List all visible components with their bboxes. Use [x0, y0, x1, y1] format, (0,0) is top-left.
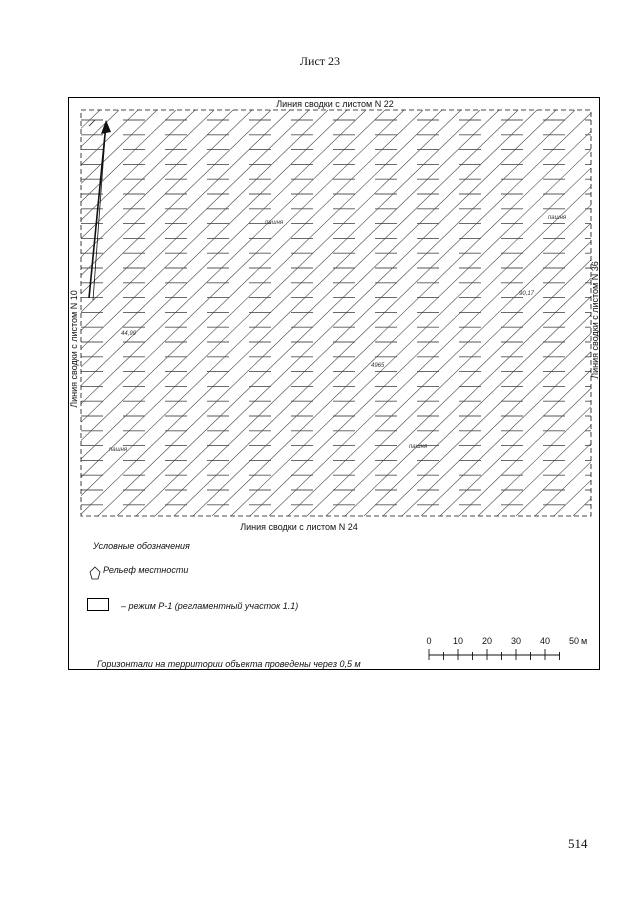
legend-title: Условные обозначения — [93, 541, 190, 551]
sheet-title: Лист 23 — [299, 54, 341, 68]
plot-hatching — [69, 110, 601, 516]
hatch-line — [193, 110, 601, 516]
hatch-line — [174, 110, 594, 516]
north-arrow-shaft — [93, 124, 106, 300]
hatch-line — [497, 110, 601, 516]
hatch-line — [136, 110, 556, 516]
hatch-line — [69, 110, 404, 516]
edge-label-right: Линия сводки с листом N 36 — [590, 261, 600, 379]
scale-tick-label: 50 — [568, 636, 580, 646]
map-canvas — [69, 98, 601, 671]
scale-bar — [423, 648, 563, 662]
scale-unit: м — [581, 636, 588, 646]
hatch-line — [69, 110, 366, 516]
relief-icon — [89, 566, 101, 580]
hatch-line — [440, 110, 601, 516]
hatch-line — [69, 110, 480, 516]
legend-regime-label: – режим Р-1 (регламентный участок 1.1) — [121, 601, 299, 611]
scale-tick-label: 40 — [539, 636, 551, 646]
hatch-line — [478, 110, 601, 516]
hatch-line — [69, 110, 138, 516]
contour-footnote: Горизонтали на территории объекта проведены через 0,5 м — [97, 659, 361, 669]
land-label-pashnya: пашня — [409, 444, 428, 450]
hatch-line — [79, 110, 499, 516]
hatch-line — [288, 110, 601, 516]
hatch-line — [69, 110, 195, 516]
legend-relief-label: Рельеф местности — [103, 565, 189, 575]
elevation-label: 90,17 — [519, 291, 535, 297]
north-tick — [89, 120, 95, 126]
scale-tick-label: 20 — [481, 636, 493, 646]
scale-tick-label: 30 — [510, 636, 522, 646]
plot-boundary — [81, 110, 591, 516]
edge-label-left: Линия сводки с листом N 10 — [69, 290, 79, 408]
hatch-line — [231, 110, 601, 516]
hatch-line — [69, 110, 442, 516]
hatch-line — [117, 110, 537, 516]
scale-tick-label: 10 — [452, 636, 464, 646]
hatch-line — [459, 110, 601, 516]
hatch-line — [402, 110, 601, 516]
land-label-pashnya: пашня — [109, 447, 128, 453]
legend-regime-swatch — [87, 598, 109, 611]
land-label-pashnya: пашня — [548, 215, 567, 221]
elevation-label: 4965 — [371, 363, 385, 369]
hatch-line — [69, 110, 214, 516]
edge-label-bottom: Линия сводки с листом N 24 — [240, 522, 358, 532]
hatch-line — [383, 110, 601, 516]
elevation-label: 44,99 — [121, 331, 137, 337]
hatch-line — [69, 110, 252, 516]
page-number: 514 — [568, 836, 588, 851]
hatch-line — [269, 110, 601, 516]
hatch-line — [98, 110, 518, 516]
edge-label-top: Линия сводки с листом N 22 — [276, 99, 394, 109]
scale-tick-label: 0 — [426, 636, 432, 646]
map-frame — [68, 97, 600, 670]
hatch-line — [364, 110, 601, 516]
hatch-line — [345, 110, 601, 516]
land-label-pashnya: пашня — [265, 220, 284, 226]
hatch-line — [155, 110, 575, 516]
north-arrow-icon — [101, 120, 111, 134]
